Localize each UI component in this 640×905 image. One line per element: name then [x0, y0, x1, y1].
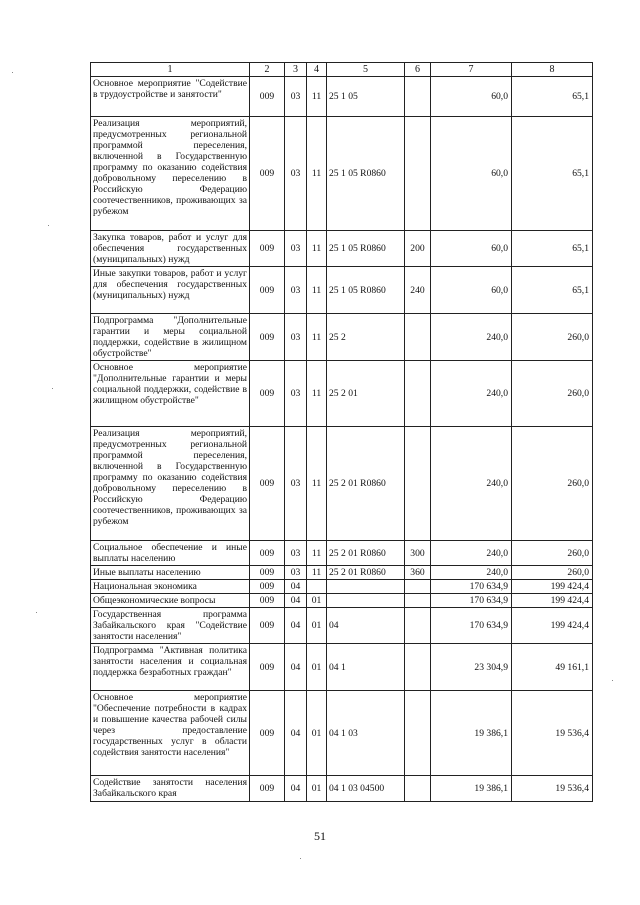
row-name-cell: Реализация мероприятий, предусмотренных региональной программой переселения, включенной в Государственную программу по оказанию содействия добровольному переселению в Российскую Федерацию соотечественников, проживающих за рубежом: [91, 117, 250, 231]
header-cell: 4: [307, 63, 327, 77]
row-sum-2020-cell: 260,0: [512, 427, 593, 541]
row-rz-cell: 03: [285, 231, 307, 267]
page-number: 51: [314, 829, 326, 843]
row-sum-2020-cell: 49 161,1: [512, 644, 593, 691]
row-ved-cell: 009: [250, 691, 285, 776]
header-cell: 8: [512, 63, 593, 77]
scan-speck: [12, 72, 13, 73]
table-row: [91, 427, 593, 541]
table-row: [91, 608, 593, 644]
row-rz-cell: 03: [285, 314, 307, 361]
row-sum-2020-cell: 199 424,4: [512, 580, 593, 594]
row-ved-cell: 009: [250, 644, 285, 691]
row-vr-cell: 240: [405, 267, 431, 314]
header-cell: 5: [327, 63, 405, 77]
row-csr-cell: 04 1 03: [327, 691, 405, 776]
row-rz-cell: 04: [285, 580, 307, 594]
row-vr-cell: 300: [405, 541, 431, 566]
row-name-cell: Общеэкономические вопросы: [91, 594, 250, 608]
row-pr-cell: [307, 580, 327, 594]
row-csr-cell: 25 2: [327, 314, 405, 361]
row-name-cell: Подпрограмма "Дополнительные гарантии и меры социальной поддержки, содействие в жилищном обустройстве": [91, 314, 250, 361]
row-pr-cell: 11: [307, 427, 327, 541]
row-pr-cell: 11: [307, 541, 327, 566]
row-csr-cell: [327, 580, 405, 594]
row-ved-cell: 009: [250, 361, 285, 427]
row-sum-2020-cell: 199 424,4: [512, 594, 593, 608]
row-csr-cell: 04 1 03 04500: [327, 776, 405, 802]
row-sum-2019-cell: 23 304,9: [431, 644, 512, 691]
scan-speck: [612, 680, 613, 681]
table-row: [91, 594, 593, 608]
header-cell: 1: [91, 63, 250, 77]
row-pr-cell: 11: [307, 314, 327, 361]
row-rz-cell: 04: [285, 776, 307, 802]
row-vr-cell: [405, 594, 431, 608]
row-pr-cell: 01: [307, 644, 327, 691]
row-name-cell: Иные выплаты населению: [91, 566, 250, 580]
row-rz-cell: 04: [285, 691, 307, 776]
row-pr-cell: 11: [307, 566, 327, 580]
row-name-cell: Реализация мероприятий, предусмотренных региональной программой переселения, включенной в Государственную программу по оказанию содействия добровольному переселению в Российскую Федерацию соотечественников, проживающих за рубежом: [91, 427, 250, 541]
row-pr-cell: 01: [307, 691, 327, 776]
row-csr-cell: 25 2 01 R0860: [327, 541, 405, 566]
row-sum-2019-cell: 240,0: [431, 361, 512, 427]
row-vr-cell: 360: [405, 566, 431, 580]
row-sum-2020-cell: 199 424,4: [512, 608, 593, 644]
row-sum-2019-cell: 240,0: [431, 566, 512, 580]
header-cell: 3: [285, 63, 307, 77]
header-row: [91, 63, 593, 77]
row-ved-cell: 009: [250, 77, 285, 117]
row-ved-cell: 009: [250, 594, 285, 608]
table-row: [91, 117, 593, 231]
row-sum-2019-cell: 170 634,9: [431, 580, 512, 594]
row-name-cell: Государственная программа Забайкальского края "Содействие занятости населения": [91, 608, 250, 644]
row-sum-2019-cell: 170 634,9: [431, 594, 512, 608]
row-vr-cell: [405, 361, 431, 427]
row-ved-cell: 009: [250, 267, 285, 314]
row-rz-cell: 04: [285, 608, 307, 644]
row-vr-cell: [405, 77, 431, 117]
row-rz-cell: 03: [285, 427, 307, 541]
row-name-cell: Основное мероприятие "Содействие в трудоустройстве и занятости": [91, 77, 250, 117]
row-sum-2020-cell: 260,0: [512, 566, 593, 580]
table-row: [91, 361, 593, 427]
row-sum-2020-cell: 65,1: [512, 267, 593, 314]
row-csr-cell: 25 1 05: [327, 77, 405, 117]
row-vr-cell: 200: [405, 231, 431, 267]
row-sum-2019-cell: 240,0: [431, 314, 512, 361]
row-csr-cell: 04 1: [327, 644, 405, 691]
row-sum-2019-cell: 19 386,1: [431, 691, 512, 776]
row-csr-cell: 25 2 01 R0860: [327, 427, 405, 541]
row-ved-cell: 009: [250, 231, 285, 267]
header-cell: 7: [431, 63, 512, 77]
table-row: [91, 776, 593, 802]
row-csr-cell: 25 1 05 R0860: [327, 231, 405, 267]
row-pr-cell: 01: [307, 608, 327, 644]
row-name-cell: Содействие занятости населения Забайкальского края: [91, 776, 250, 802]
row-vr-cell: [405, 644, 431, 691]
row-name-cell: Социальное обеспечение и иные выплаты населению: [91, 541, 250, 566]
row-ved-cell: 009: [250, 541, 285, 566]
table-row: [91, 566, 593, 580]
row-vr-cell: [405, 608, 431, 644]
row-csr-cell: 25 2 01 R0860: [327, 566, 405, 580]
row-name-cell: Основное мероприятие "Дополнительные гарантии и меры социальной поддержки, содействие в жилищном обустройстве": [91, 361, 250, 427]
row-sum-2020-cell: 65,1: [512, 117, 593, 231]
row-sum-2019-cell: 19 386,1: [431, 776, 512, 802]
scan-speck: [48, 225, 49, 226]
row-ved-cell: 009: [250, 776, 285, 802]
row-pr-cell: 11: [307, 267, 327, 314]
row-sum-2020-cell: 65,1: [512, 77, 593, 117]
row-pr-cell: 01: [307, 776, 327, 802]
row-name-cell: Национальная экономика: [91, 580, 250, 594]
row-sum-2020-cell: 19 536,4: [512, 776, 593, 802]
row-sum-2020-cell: 260,0: [512, 541, 593, 566]
row-name-cell: Основное мероприятие "Обеспечение потребности в кадрах и повышение качества рабочей силы через предоставление государственных услуг в области содействия занятости населения": [91, 691, 250, 776]
row-rz-cell: 04: [285, 644, 307, 691]
table-row: [91, 314, 593, 361]
scan-speck: [36, 612, 37, 613]
table-row: [91, 77, 593, 117]
header-cell: 2: [250, 63, 285, 77]
row-sum-2019-cell: 60,0: [431, 267, 512, 314]
row-ved-cell: 009: [250, 580, 285, 594]
row-pr-cell: 11: [307, 117, 327, 231]
row-csr-cell: [327, 594, 405, 608]
row-rz-cell: 03: [285, 77, 307, 117]
row-rz-cell: 03: [285, 117, 307, 231]
row-pr-cell: 11: [307, 361, 327, 427]
row-name-cell: Закупка товаров, работ и услуг для обеспечения государственных (муниципальных) нужд: [91, 231, 250, 267]
row-sum-2020-cell: 19 536,4: [512, 691, 593, 776]
row-vr-cell: [405, 691, 431, 776]
row-vr-cell: [405, 776, 431, 802]
row-csr-cell: 25 1 05 R0860: [327, 267, 405, 314]
row-vr-cell: [405, 427, 431, 541]
row-sum-2019-cell: 170 634,9: [431, 608, 512, 644]
row-rz-cell: 03: [285, 361, 307, 427]
row-pr-cell: 11: [307, 77, 327, 117]
row-csr-cell: 25 2 01: [327, 361, 405, 427]
row-sum-2019-cell: 60,0: [431, 231, 512, 267]
row-sum-2019-cell: 240,0: [431, 541, 512, 566]
budget-table: [90, 62, 593, 802]
table-row: [91, 644, 593, 691]
row-rz-cell: 03: [285, 541, 307, 566]
row-pr-cell: 01: [307, 594, 327, 608]
row-sum-2019-cell: 240,0: [431, 427, 512, 541]
row-ved-cell: 009: [250, 427, 285, 541]
row-ved-cell: 009: [250, 117, 285, 231]
table-row: [91, 231, 593, 267]
row-vr-cell: [405, 314, 431, 361]
scan-speck: [300, 858, 301, 859]
table-row: [91, 541, 593, 566]
row-vr-cell: [405, 117, 431, 231]
row-sum-2020-cell: 260,0: [512, 314, 593, 361]
row-sum-2019-cell: 60,0: [431, 117, 512, 231]
table-row: [91, 580, 593, 594]
row-name-cell: Подпрограмма "Активная политика занятости населения и социальная поддержка безработных граждан": [91, 644, 250, 691]
scan-speck: [52, 388, 53, 389]
row-sum-2020-cell: 260,0: [512, 361, 593, 427]
row-sum-2019-cell: 60,0: [431, 77, 512, 117]
row-rz-cell: 03: [285, 267, 307, 314]
row-csr-cell: 25 1 05 R0860: [327, 117, 405, 231]
row-rz-cell: 04: [285, 594, 307, 608]
row-name-cell: Иные закупки товаров, работ и услуг для обеспечения государственных (муниципальных) нужд: [91, 267, 250, 314]
table-row: [91, 267, 593, 314]
row-pr-cell: 11: [307, 231, 327, 267]
table-row: [91, 691, 593, 776]
table-body: [91, 77, 593, 802]
row-vr-cell: [405, 580, 431, 594]
row-ved-cell: 009: [250, 566, 285, 580]
row-csr-cell: 04: [327, 608, 405, 644]
row-ved-cell: 009: [250, 314, 285, 361]
row-rz-cell: 03: [285, 566, 307, 580]
header-cell: 6: [405, 63, 431, 77]
row-ved-cell: 009: [250, 608, 285, 644]
row-sum-2020-cell: 65,1: [512, 231, 593, 267]
